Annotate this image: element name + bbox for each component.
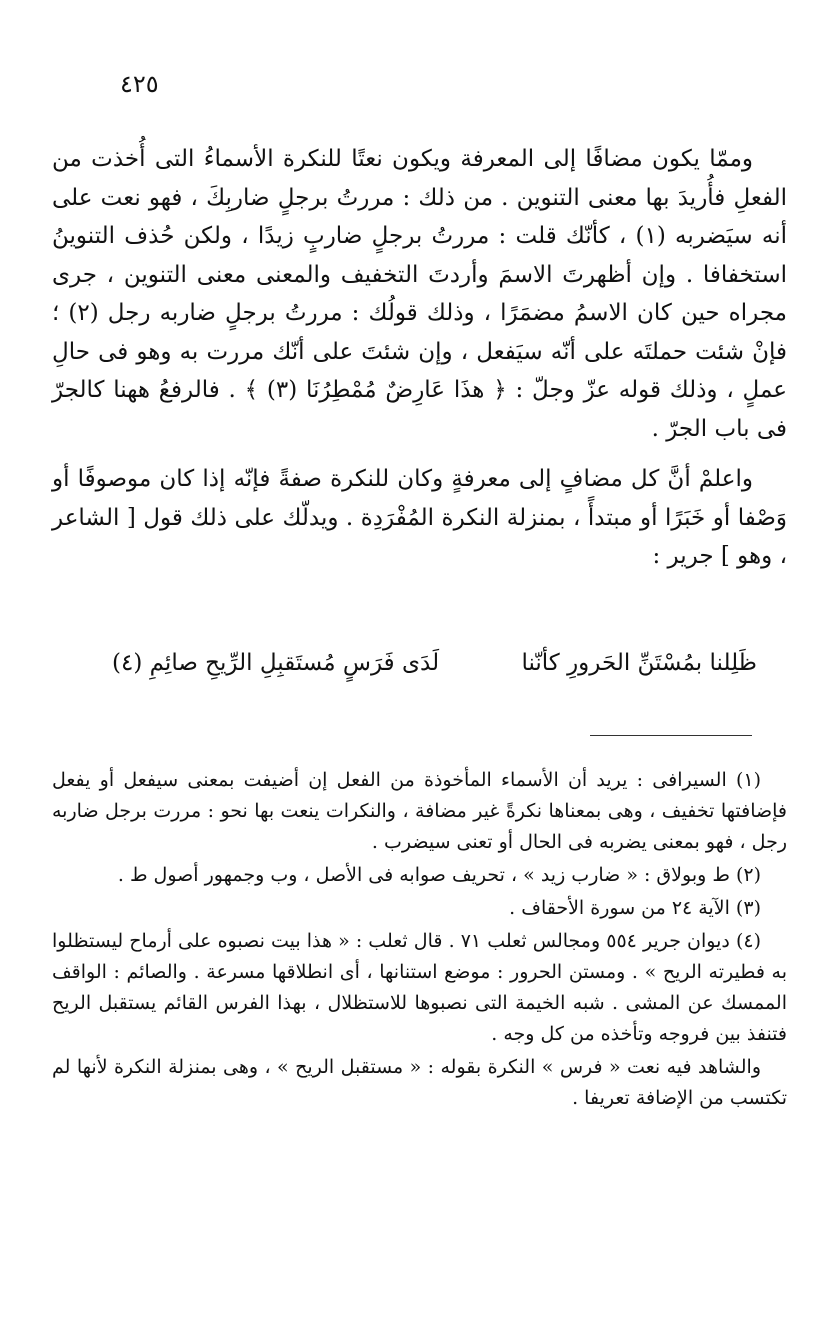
page-number: ٤٢٥	[120, 70, 159, 98]
verse-first-hemistich: ظَلِلنا بمُسْتَنِّ الحَرورِ كأنّنا	[521, 650, 757, 676]
footnote-4: (٤) ديوان جرير ٥٥٤ ومجالس ثعلب ٧١ . قال ثعلب : « هذا بيت نصبوه على أرماح ليستظلوا به فطيرته الريح » . ومستن الحرور : موضع استنانها ، أى انطلاقها مسرعة . والصائم : الواقف الممسك عن المشى . شبه الخيمة التى نصبوها للاستظلال ، بهذا الفرس القائم يستقبل الريح فتنفذ بين فروجه وتأخذه من كل وجه .	[52, 930, 787, 1045]
footnotes	[52, 765, 787, 1114]
main-text	[52, 140, 787, 576]
main-paragraph-2: واعلمْ أنَّ كل مضافٍ إلى معرفةٍ وكان للنكرة صفةً فإنّه إذا كان موصوفًا أو وَصْفا أو خَبَرًا أو مبتدأً ، بمنزلة النكرة المُفْرَدِة . ويدلّك على ذلك قول [ الشاعر ، وهو ] جرير :	[52, 466, 787, 569]
main-paragraph-1: وممّا يكون مضافًا إلى المعرفة ويكون نعتًا للنكرة الأسماءُ التى أُخذت من الفعلِ فأُريدَ بها معنى التنوين . من ذلك : مررتُ برجلٍ ضاربِكَ ، فهو نعت على أنه سيَضربه (١) ، كأنّك قلت : مررتُ برجلٍ ضاربٍ زيدًا ، ولكن حُذف التنوينُ استخفافا . وإن أظهرتَ الاسمَ وأردتَ التخفيف والمعنى معنى التنوين ، جرى مجراه حين كان الاسمُ مضمَرًا ، وذلك قولُك : مررتُ برجلٍ ضاربه رجل (٢) ؛ فإنْ شئت حملتَه على أنّه سيَفعل ، وإن شئتَ على أنّك مررت به وهو فى حالِ عملٍ ، وذلك قوله عزّ وجلّ : ﴿ هذَا عَارِضٌ مُمْطِرُنَا (٣) ﴾ . فالرفعُ ههنا كالجرّ فى باب الجرّ .	[52, 146, 787, 442]
footnote-3: (٣) الآية ٢٤ من سورة الأحقاف .	[509, 897, 761, 919]
footnote-4-continuation: والشاهد فيه نعت « فرس » النكرة بقوله : « مستقبل الريح » ، وهى بمنزلة النكرة لأنها لم تكتسب من الإضافة تعريفا .	[52, 1056, 787, 1109]
footnote-1: (١) السيرافى : يريد أن الأسماء المأخوذة من الفعل إن أضيفت بمعنى سيفعل أو يفعل فإضافتها تخفيف ، وهى بمعناها نكرةً غير مضافة ، والنكرات ينعت بها نحو : مررت برجل ضاربه رجل ، فهو بمعنى يضربه فى الحال أو تعنى سيضرب .	[52, 769, 787, 853]
poetry-verse	[52, 650, 787, 694]
verse-second-hemistich: لَدَى فَرَسٍ مُستَقبِلِ الرِّيحِ صائِمِ (٤)	[112, 650, 440, 676]
footnote-2: (٢) ط وبولاق : « ضارب زيد » ، تحريف صوابه فى الأصل ، وب وجمهور أصول ط .	[117, 864, 761, 886]
footnote-divider	[590, 735, 752, 736]
